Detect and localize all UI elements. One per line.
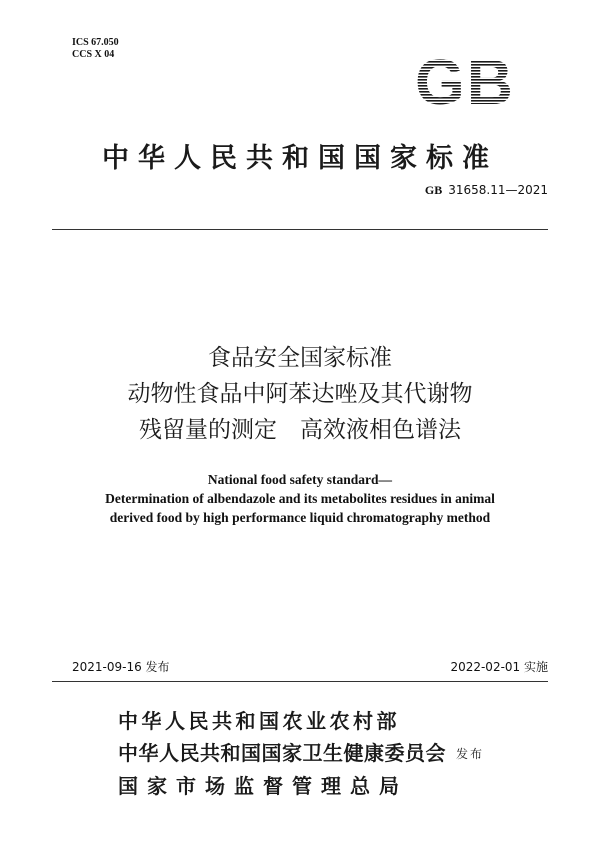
- ics-code: ICS 67.050: [72, 37, 119, 48]
- gb-logo: [405, 52, 525, 114]
- english-title-line: derived food by high performance liquid chromatography method: [109, 510, 491, 525]
- chinese-title: [0, 340, 600, 448]
- issuer-health-commission-name: 中华人民共和国国家卫生健康委员会: [118, 741, 446, 765]
- bottom-divider: [52, 681, 548, 682]
- implementation-date: 2022-02-01 实施: [450, 660, 548, 674]
- issuer-market-regulation: 国家市场监督管理总局: [118, 774, 408, 798]
- english-title-line: National food safety standard—: [207, 472, 393, 487]
- standard-number-prefix: GB: [424, 183, 443, 197]
- issuer-ministry-agriculture: 中华人民共和国农业农村部: [118, 709, 400, 733]
- chinese-title-line: 食品安全国家标准: [208, 345, 392, 371]
- issue-date: 2021-09-16 发布: [72, 660, 170, 674]
- standard-number-value: 31658.11—2021: [448, 183, 548, 197]
- ccs-code: CCS X 04: [72, 49, 115, 60]
- standard-number: [425, 183, 548, 198]
- issuer-health-commission: [118, 737, 484, 770]
- publish-label: 发布: [456, 747, 485, 761]
- english-title: [0, 470, 600, 527]
- english-title-line: Determination of albendazole and its metabolites residues in animal: [105, 491, 495, 506]
- chinese-title-line: 残留量的测定 高效液相色谱法: [139, 417, 461, 443]
- chinese-title-line: 动物性食品中阿苯达唑及其代谢物: [127, 381, 473, 407]
- gb-logo-text: GB: [415, 52, 515, 114]
- standard-type: 中华人民共和国国家标准: [102, 143, 498, 174]
- top-divider: [52, 229, 548, 230]
- issuing-authorities: [118, 705, 484, 802]
- classification-codes: [72, 37, 119, 61]
